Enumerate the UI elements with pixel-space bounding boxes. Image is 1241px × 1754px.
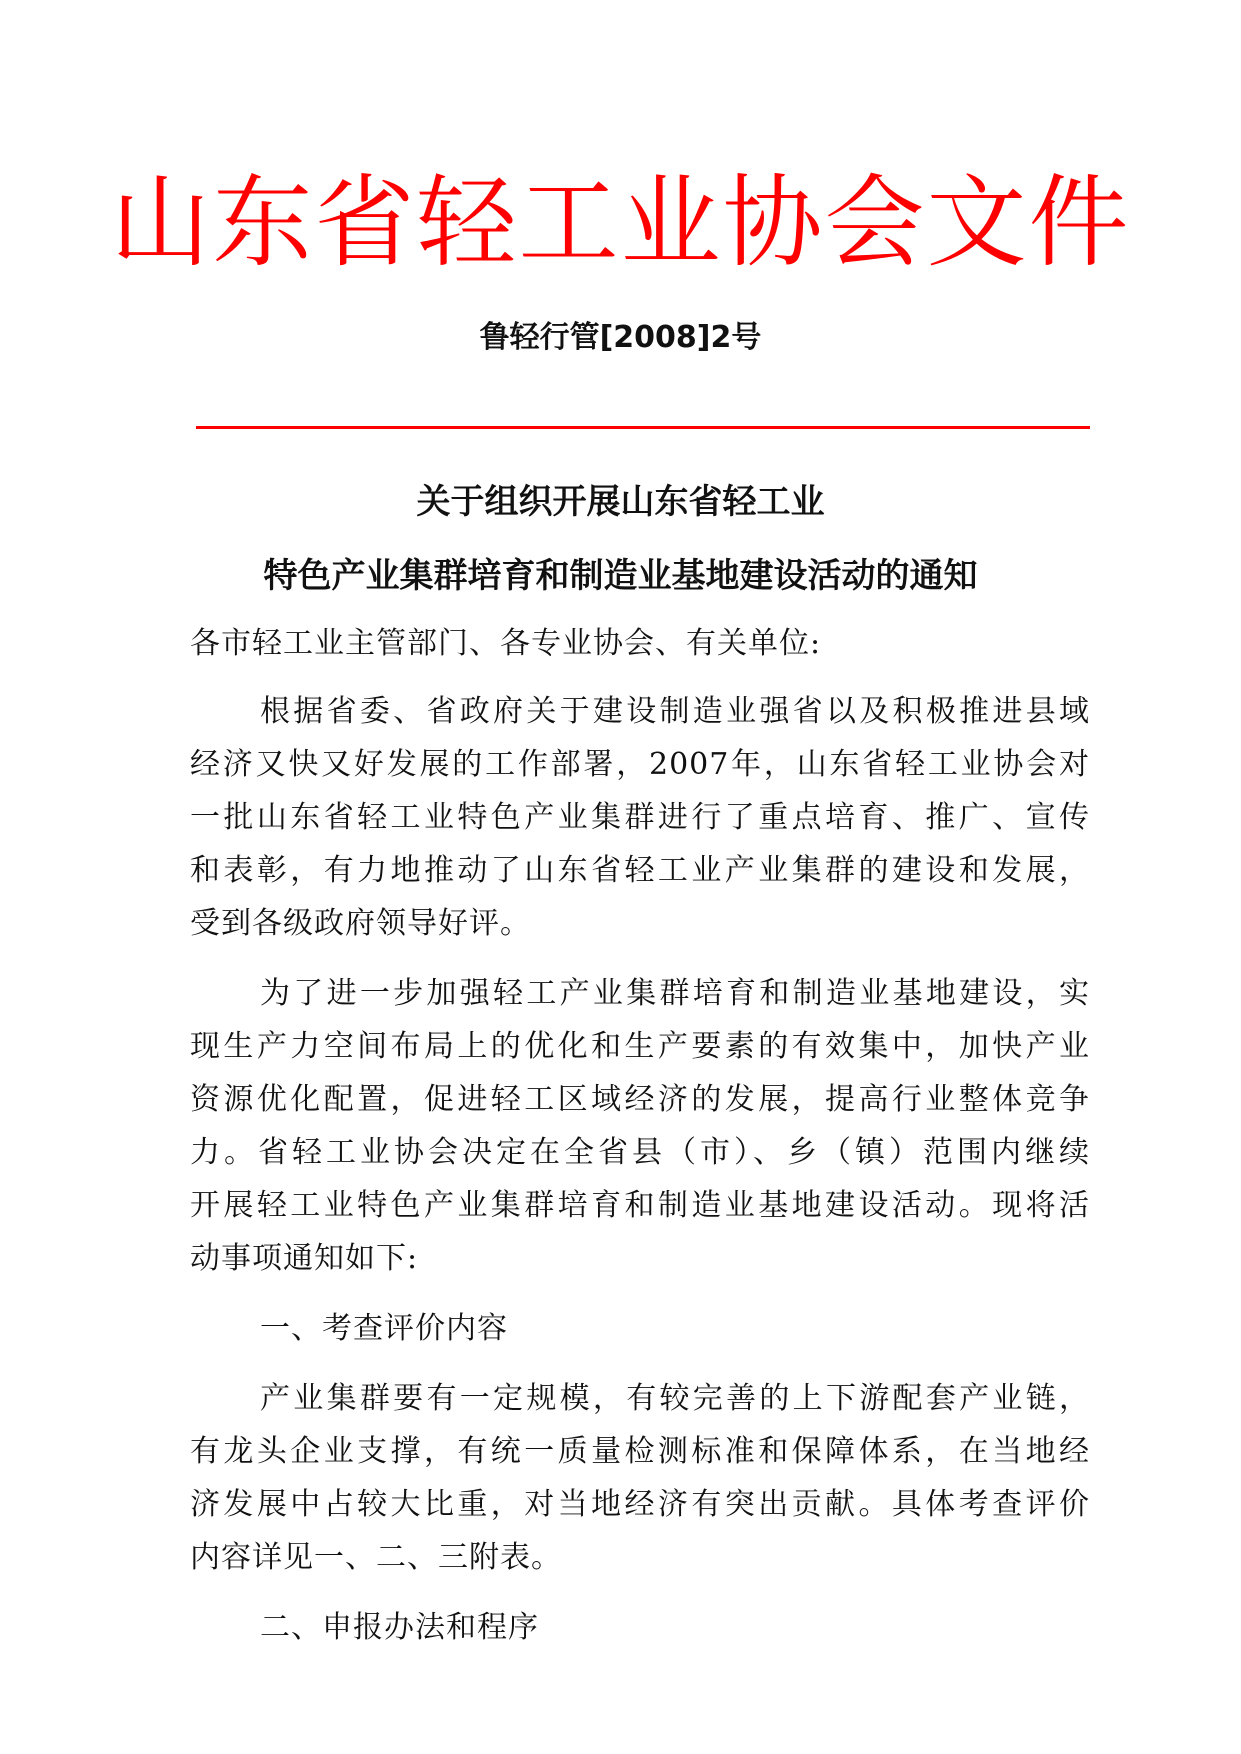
paragraph-2-line: 资源优化配置，促进轻工区域经济的发展，提高行业整体竞争 bbox=[190, 1082, 1090, 1117]
paragraph-1-line: 经济又快又好发展的工作部署，2007年，山东省轻工业协会对 bbox=[190, 747, 1090, 782]
paragraph-2-line: 动事项通知如下: bbox=[190, 1241, 419, 1276]
paragraph-2-line: 为了进一步加强轻工产业集群培育和制造业基地建设，实 bbox=[260, 976, 1090, 1011]
paragraph-1-line: 和表彰，有力地推动了山东省轻工业产业集群的建设和发展， bbox=[190, 853, 1090, 888]
paragraph-3-line: 有龙头企业支撑，有统一质量检测标准和保障体系，在当地经 bbox=[190, 1434, 1090, 1469]
paragraph-1-line: 根据省委、省政府关于建设制造业强省以及积极推进县域 bbox=[260, 694, 1090, 729]
paragraph-2-line: 力。省轻工业协会决定在全省县（市）、乡（镇）范围内继续 bbox=[190, 1135, 1090, 1170]
document-header-title: 山东省轻工业协会文件 bbox=[110, 164, 1131, 281]
notice-title-line-2: 特色产业集群培育和制造业基地建设活动的通知 bbox=[263, 556, 978, 596]
paragraph-2-line: 开展轻工业特色产业集群培育和制造业基地建设活动。现将活 bbox=[190, 1188, 1090, 1223]
paragraph-1-line: 受到各级政府领导好评。 bbox=[190, 906, 531, 941]
document-number: 鲁轻行管[2008]2号 bbox=[479, 320, 762, 355]
section-2-heading: 二、申报办法和程序 bbox=[260, 1610, 539, 1645]
paragraph-3-line: 济发展中占较大比重，对当地经济有突出贡献。具体考查评价 bbox=[190, 1487, 1090, 1522]
section-1-heading: 一、考查评价内容 bbox=[260, 1311, 508, 1346]
paragraph-2-line: 现生产力空间布局上的优化和生产要素的有效集中，加快产业 bbox=[190, 1029, 1090, 1064]
salutation: 各市轻工业主管部门、各专业协会、有关单位: bbox=[190, 626, 822, 661]
paragraph-3-line: 内容详见一、二、三附表。 bbox=[190, 1540, 562, 1575]
paragraph-3-line: 产业集群要有一定规模，有较完善的上下游配套产业链， bbox=[260, 1381, 1090, 1416]
paragraph-1-line: 一批山东省轻工业特色产业集群进行了重点培育、推广、宣传 bbox=[190, 800, 1090, 835]
red-divider-line bbox=[196, 426, 1090, 429]
notice-title-line-1: 关于组织开展山东省轻工业 bbox=[416, 482, 825, 522]
